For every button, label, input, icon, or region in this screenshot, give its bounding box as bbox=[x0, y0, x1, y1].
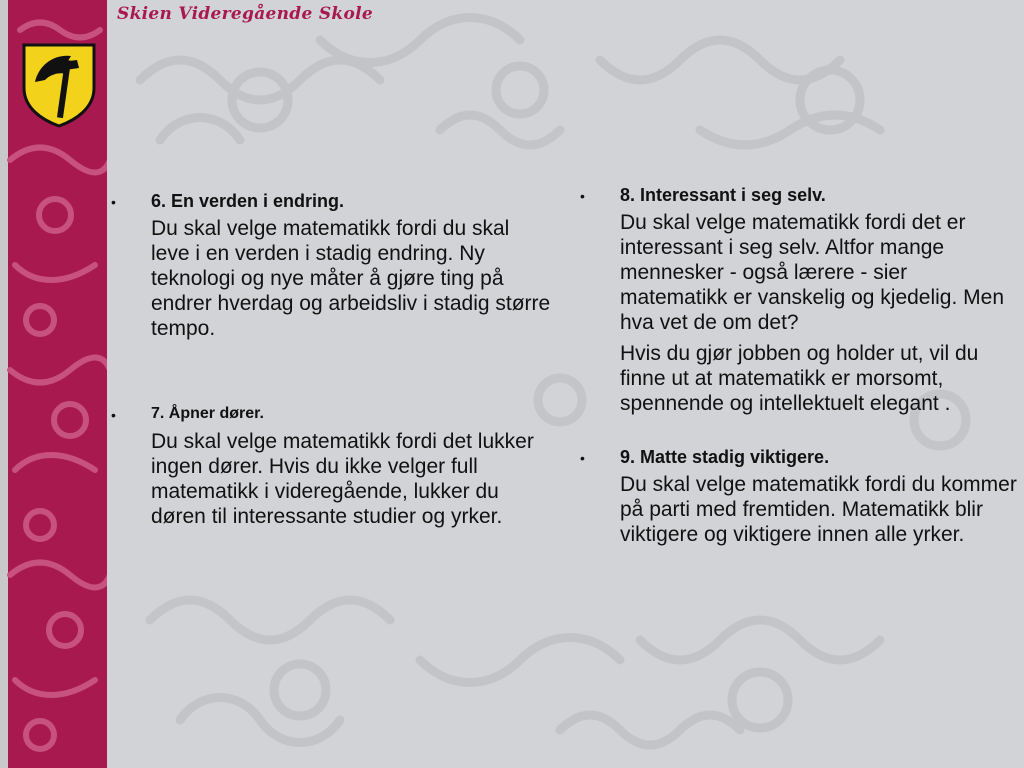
list-item bbox=[111, 190, 551, 341]
bullet: • bbox=[580, 188, 585, 204]
list-item bbox=[111, 403, 551, 529]
right-column bbox=[580, 184, 1020, 547]
left-column bbox=[111, 190, 551, 529]
item-paragraph: Du skal velge matematikk fordi det er interessant i seg selv. Altfor mange mennesker - også lærere - sier matematikk er vanskelig og kjedelig. Men hva vet de om det? bbox=[620, 211, 1005, 334]
list-item bbox=[580, 446, 1020, 547]
item-paragraph: Du skal velge matematikk fordi du kommer på parti med fremtiden. Matematikk blir viktigere og viktigere innen alle yrker. bbox=[620, 473, 1017, 546]
item-heading: 9. Matte stadig viktigere. bbox=[620, 447, 830, 467]
axe-shield-emblem-icon bbox=[21, 42, 97, 128]
list-item bbox=[580, 184, 1020, 416]
item-paragraph: Du skal velge matematikk fordi det lukker ingen dører. Hvis du ikke velger full matematikk i videregående, lukker du døren til interessante studier og yrker. bbox=[151, 430, 534, 528]
item-heading: 6. En verden i endring. bbox=[151, 191, 345, 211]
bullet: • bbox=[580, 450, 585, 466]
item-paragraph: Du skal velge matematikk fordi du skal leve i en verden i stadig endring. Ny teknologi og nye måter å gjøre ting på endrer hverdag og arbeidsliv i stadig større tempo. bbox=[151, 217, 551, 340]
item-paragraph: Hvis du gjør jobben og holder ut, vil du finne ut at matematikk er morsomt, spennende og intellektuelt elegant . bbox=[620, 342, 979, 415]
item-heading: 7. Åpner dører. bbox=[151, 405, 264, 422]
bullet: • bbox=[111, 194, 116, 210]
item-heading: 8. Interessant i seg selv. bbox=[620, 185, 826, 205]
school-name: Skien Videregående Skole bbox=[117, 4, 373, 24]
bullet: • bbox=[111, 407, 116, 423]
